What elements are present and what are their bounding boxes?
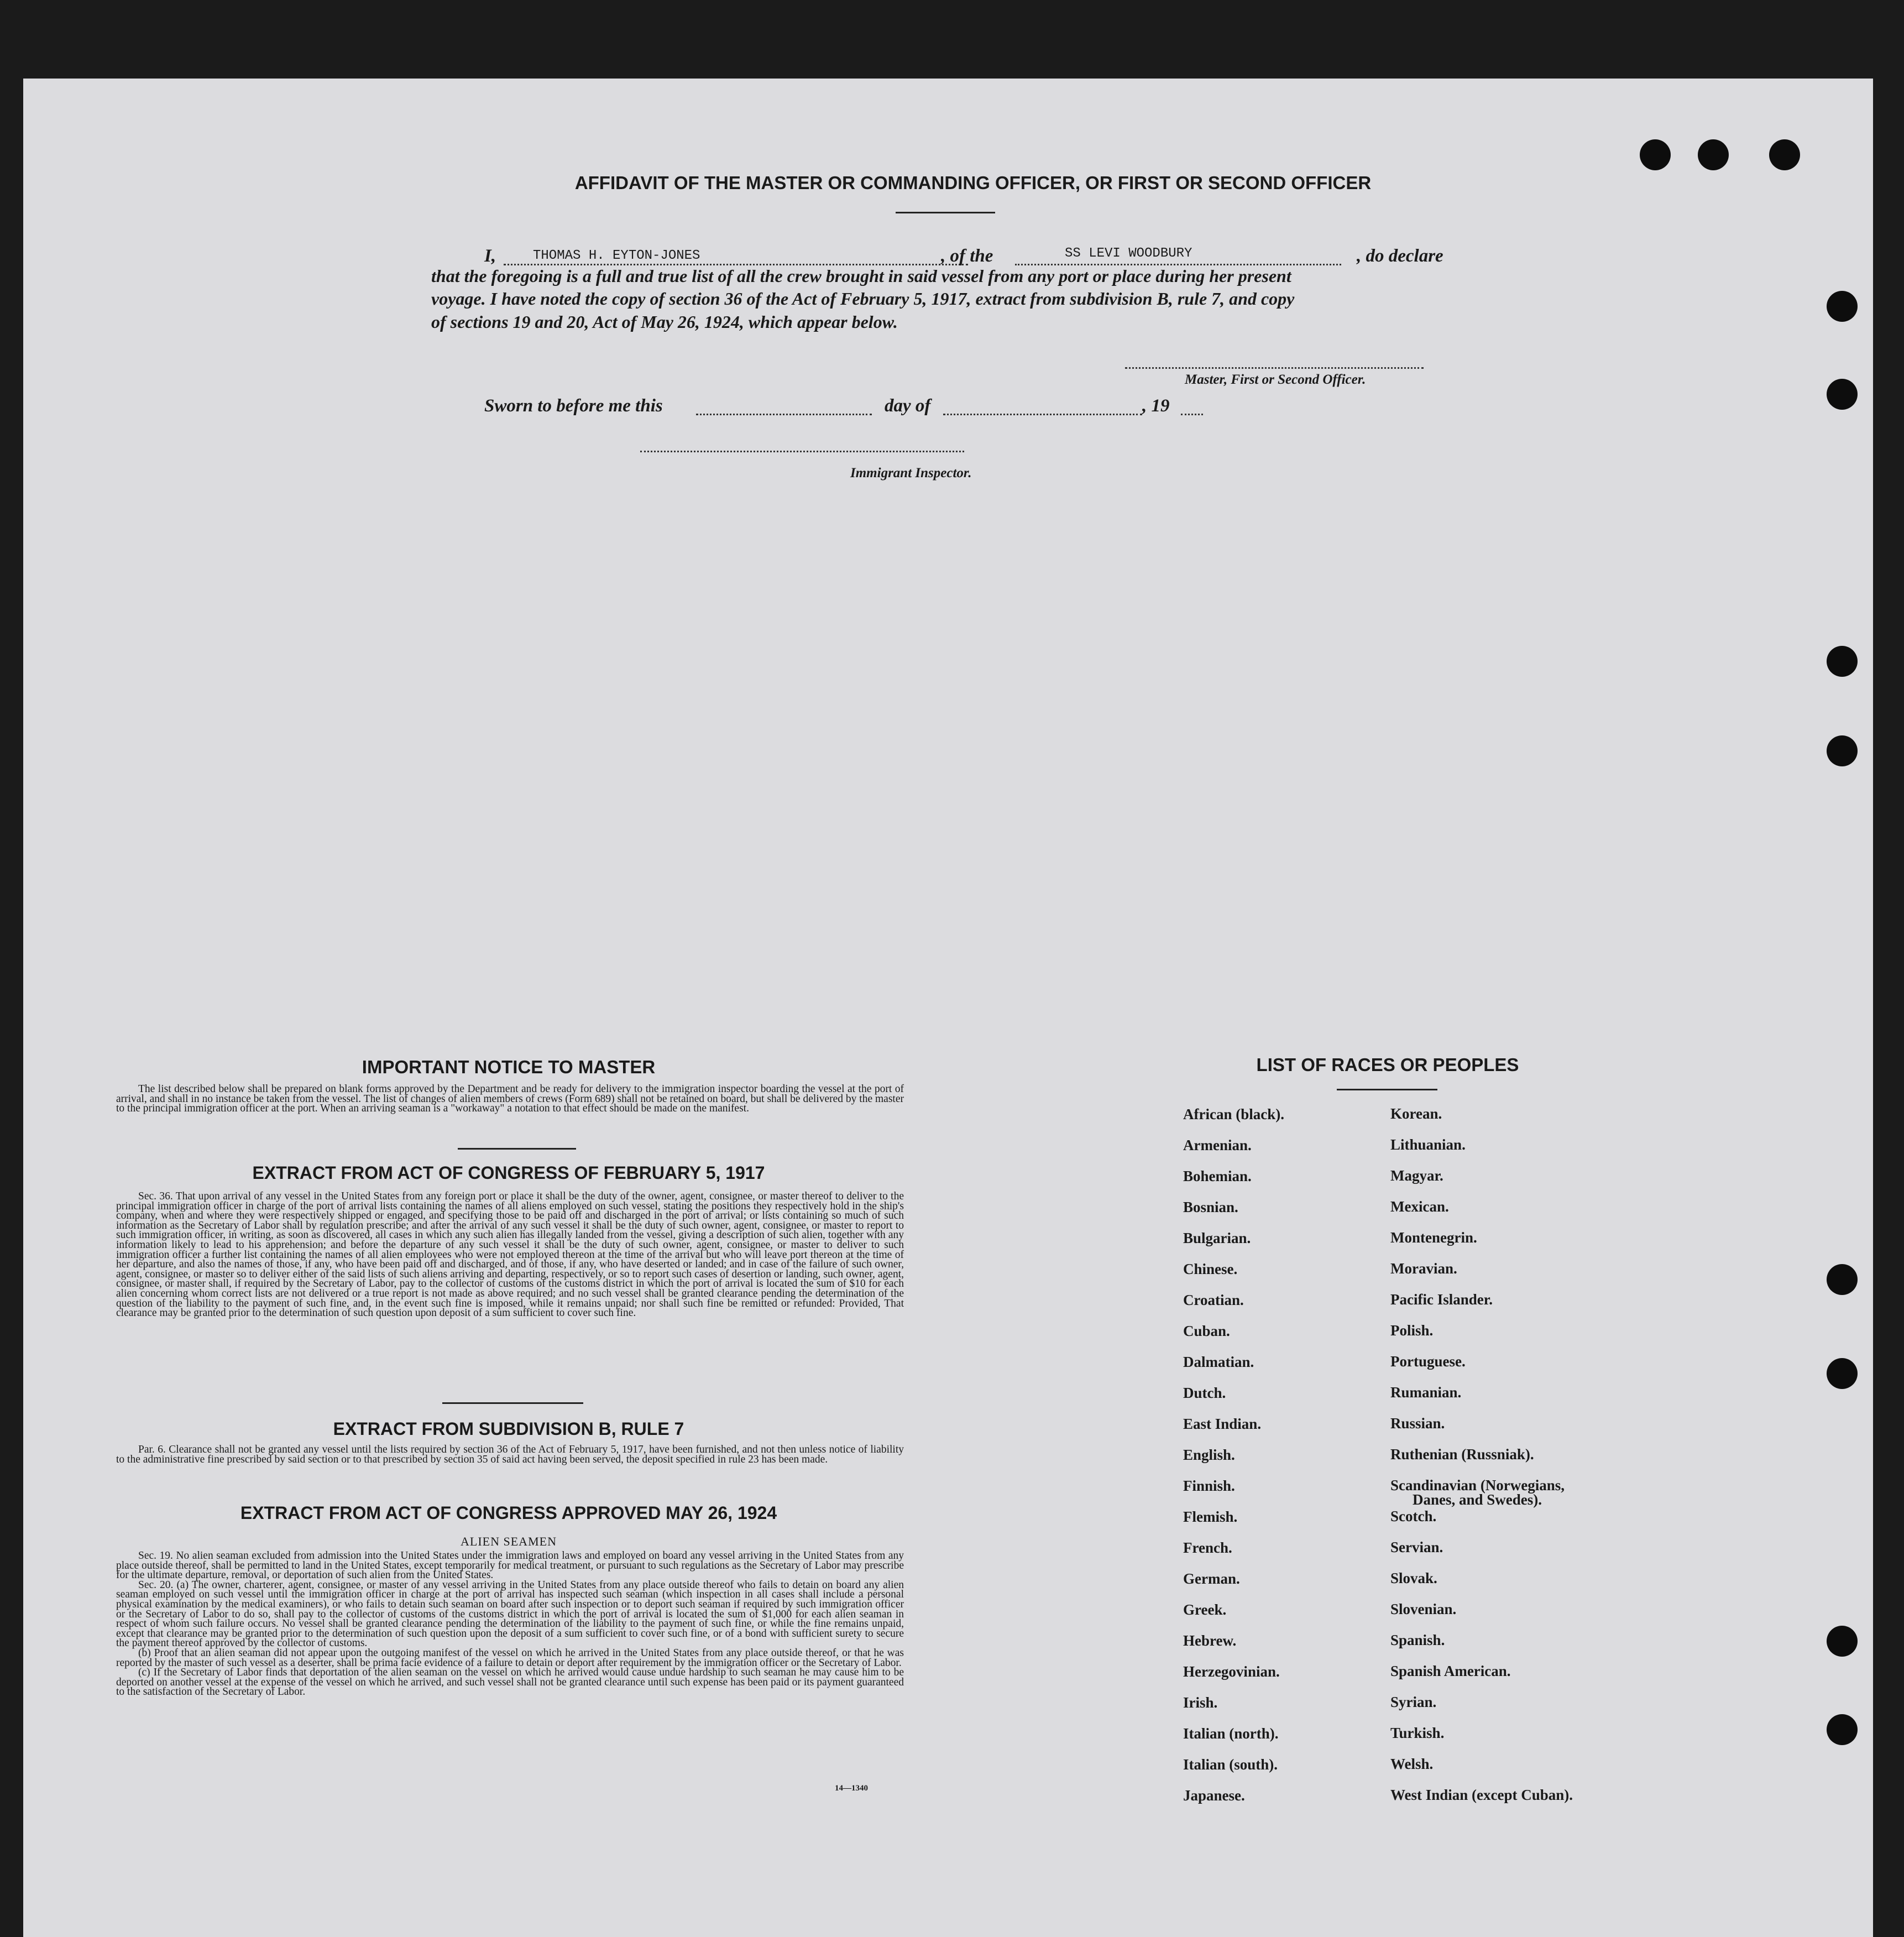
- race-item: Japanese.: [1183, 1787, 1245, 1804]
- race-item: East Indian.: [1183, 1416, 1262, 1432]
- sworn-year-line: [1181, 395, 1203, 415]
- year-label: , 19: [1142, 396, 1170, 416]
- race-item: Mexican.: [1390, 1198, 1449, 1215]
- sworn-label: Sworn to before me this: [484, 396, 663, 416]
- extract-1924-body: [116, 1551, 904, 1697]
- declare-label: , do declare: [1357, 246, 1443, 266]
- race-item-continuation: Danes, and Swedes).: [1413, 1491, 1542, 1508]
- races-title: LIST OF RACES OR PEOPLES: [1256, 1054, 1519, 1075]
- notice-divider: [458, 1148, 576, 1150]
- paragraph-6-text: Par. 6. Clearance shall not be granted any vessel until the lists required by section 36 of the Act of February 5, 1917, have been furnished, and not then unless notice of liability to the administrative fine prescribed by said section or to that prescribed by section 35 of said act having been served, the deposit specified in rule 23 has been made.: [116, 1444, 904, 1465]
- race-item: Lithuanian.: [1390, 1136, 1466, 1153]
- binder-hole: [1769, 139, 1800, 170]
- affidavit-title: AFFIDAVIT OF THE MASTER OR COMMANDING OFFICER, OR FIRST OR SECOND OFFICER: [574, 173, 1372, 193]
- notice-body: [116, 1084, 904, 1114]
- binder-hole: [1640, 139, 1671, 170]
- races-col-2: [1390, 1105, 1656, 1813]
- race-item: Greek.: [1183, 1601, 1227, 1618]
- notice-text: The list described below shall be prepared on blank forms approved by the Department and be ready for delivery to the immigration inspector boarding the vessel at the port of arrival, and shall in no instance be taken from the vessel. The list of changes of alien members of crews (Form 689) shall not be retained on board, but shall be delivered by the master to the principal immigration officer at the port. When an arriving seaman is a "workaway" a notation to that effect should be made on the manifest.: [116, 1083, 904, 1115]
- section-20b-text: (b) Proof that an alien seaman did not appear upon the outgoing manifest of the vessel on which he arrived in the United States from any place outside thereof, or that he was reported by the master of such vessel as a deserter, shall be prima facie evidence of a failure to detain or deport after requirement by the immigration officer or the Secretary of Labor.: [116, 1647, 904, 1669]
- race-item: Scotch.: [1390, 1508, 1437, 1524]
- affidavit-line-2: that the foregoing is a full and true list of all the crew brought in said vessel from any port or place during her present: [431, 266, 1291, 286]
- race-item: Servian.: [1390, 1539, 1443, 1555]
- i-label: I,: [484, 246, 496, 266]
- race-item: Spanish American.: [1390, 1663, 1511, 1679]
- notice-title: IMPORTANT NOTICE TO MASTER: [362, 1057, 656, 1077]
- extract-1917-title: EXTRACT FROM ACT OF CONGRESS OF FEBRUARY 5, 1917: [252, 1163, 765, 1183]
- race-item: Montenegrin.: [1390, 1229, 1477, 1246]
- race-item: Scandinavian (Norwegians,: [1390, 1477, 1565, 1494]
- race-item: Armenian.: [1183, 1137, 1252, 1153]
- race-item: French.: [1183, 1539, 1232, 1556]
- race-item: African (black).: [1183, 1106, 1284, 1122]
- inspector-signature-line: [640, 445, 964, 452]
- section-19-text: Sec. 19. No alien seaman excluded from admission into the United States under the immigration laws and employed on board any vessel arriving in the United States from any place outside thereof, shall be permitted to land in the United States, except temporarily for medical treatment, or pursuant to such regulations as the Secretary of Labor may prescribe for the ultimate departure, removal, or deportation of such alien from the United States.: [116, 1550, 904, 1581]
- inspector-label: Immigrant Inspector.: [850, 466, 972, 481]
- binder-hole: [1827, 291, 1858, 322]
- race-item: Italian (south).: [1183, 1756, 1278, 1773]
- race-item: Slovenian.: [1390, 1601, 1457, 1617]
- race-item: Cuban.: [1183, 1323, 1230, 1339]
- binder-hole: [1827, 379, 1858, 410]
- affidavit-line-4: of sections 19 and 20, Act of May 26, 1924, which appear below.: [431, 312, 898, 332]
- race-item: Polish.: [1390, 1322, 1434, 1339]
- race-item: Russian.: [1390, 1415, 1445, 1432]
- race-item: West Indian (except Cuban).: [1390, 1787, 1573, 1803]
- binder-hole: [1827, 1626, 1858, 1657]
- races-col-1: [1183, 1106, 1382, 1814]
- race-item: Croatian.: [1183, 1292, 1244, 1308]
- race-item: German.: [1183, 1570, 1240, 1587]
- section-20c-text: (c) If the Secretary of Labor finds that deportation of the alien seaman on the vessel on which he arrived would cause undue hardship to such seaman he may cause him to be deported on another vessel at the expense of the vessel on which he arrived, and such vessel shall not be granted clearance until such expense has been paid or its payment guaranteed to the satisfaction of the Secretary of Labor.: [116, 1667, 904, 1698]
- race-item: Syrian.: [1390, 1694, 1437, 1710]
- race-item: Dutch.: [1183, 1385, 1226, 1401]
- form-number: 14—1340: [835, 1784, 868, 1793]
- binder-hole: [1827, 1358, 1858, 1389]
- race-item: Bohemian.: [1183, 1168, 1252, 1184]
- race-item: Hebrew.: [1183, 1632, 1237, 1649]
- binder-hole: [1827, 1714, 1858, 1745]
- race-item: Flemish.: [1183, 1508, 1238, 1525]
- race-item: Pacific Islander.: [1390, 1291, 1493, 1308]
- race-item: English.: [1183, 1447, 1235, 1463]
- extract-1917-body: [116, 1192, 904, 1318]
- race-item: Moravian.: [1390, 1260, 1457, 1277]
- vessel-name-value: SS LEVI WOODBURY: [1065, 246, 1192, 261]
- of-the-label: , of the: [941, 246, 993, 266]
- race-item: Herzegovinian.: [1183, 1663, 1280, 1680]
- races-divider: [1337, 1089, 1437, 1090]
- master-name-value: THOMAS H. EYTON-JONES: [533, 248, 700, 263]
- race-item: Finnish.: [1183, 1477, 1235, 1494]
- binder-hole: [1827, 646, 1858, 677]
- race-item: Chinese.: [1183, 1261, 1238, 1277]
- sworn-line: [484, 394, 1203, 418]
- master-signature-label: Master, First or Second Officer.: [1185, 372, 1366, 387]
- day-of-label: day of: [885, 396, 931, 416]
- subdivision-divider: [442, 1402, 583, 1404]
- section-36-text: Sec. 36. That upon arrival of any vessel in the United States from any foreign port or place it shall be the duty of the owner, agent, consignee, or master thereof to deliver to the principal immigration officer in charge of the port of arrival lists containing the names of all aliens employed on such vessel, stating the positions they respectively hold in the ship's company, when and where they were respectively shipped or engaged, and specifying those to be paid off and discharged in the port of arrival; or lists containing so much of such information as the Secretary of Labor shall by regulation prescribe; and after the arrival of any such vessel it shall be the duty of such owner, agent, consignee, or master to report to such immigration officer, in writing, as soon as discovered, all cases in which any such alien has illegally landed from the vessel, giving a description of such alien, together with any information likely to lead to his apprehension; and before the departure of any such vessel it shall be the duty of such owner, agent, consignee, or master to deliver to such immigration officer a further list containing the names of all alien employees who were not employed thereon at the time of the arrival but who will leave port thereon at the time of her departure, and also the names of those, if any, who have been paid off and discharged, and of those, if any, who have deserted or landed; and in case of the failure of such owner, agent, consignee, or master so to deliver either of the said lists of such aliens arriving and departing, respectively, or so to report such cases of desertion or landing, such owner, agent, consignee, or master shall, if required by the Secretary of Labor, pay to the collector of customs of the customs district in which the port of arrival is located the sum of $10 for each alien concerning whom correct lists are not delivered or a true report is not made as above required; and no such vessel shall be granted clearance pending the determination of the question of the liability to the payment of such fine, and, in the event such fine is imposed, while it remains unpaid; nor shall such fine be remitted or refunded: Provided, That clearance may be granted prior to the determination of such question upon deposit of a sum sufficient to cover such fine.: [116, 1191, 904, 1319]
- subdivision-b-body: [116, 1445, 904, 1464]
- race-item: Welsh.: [1390, 1756, 1434, 1772]
- race-item: Italian (north).: [1183, 1725, 1279, 1742]
- race-item: Bulgarian.: [1183, 1230, 1251, 1246]
- binder-hole: [1827, 1264, 1858, 1295]
- affidavit-line-3: voyage. I have noted the copy of section 36 of the Act of February 5, 1917, extract from subdivision B, rule 7, and copy: [431, 289, 1295, 309]
- race-item: Bosnian.: [1183, 1199, 1238, 1215]
- race-item: Spanish.: [1390, 1632, 1445, 1648]
- race-item: Irish.: [1183, 1694, 1218, 1711]
- race-item: Dalmatian.: [1183, 1354, 1254, 1370]
- extract-1924-title: EXTRACT FROM ACT OF CONGRESS APPROVED MAY 26, 1924: [240, 1503, 777, 1523]
- sworn-month-line: [943, 395, 1142, 415]
- race-item: Portuguese.: [1390, 1353, 1466, 1370]
- section-20a-text: Sec. 20. (a) The owner, charterer, agent, consignee, or master of any vessel arriving in the United States from any place outside thereof who fails to detain on board any alien seaman employed on such vessel until the immigration officer in charge at the port of arrival has inspected such seaman (which inspection in all cases shall include a personal physical examination by the medical examiners), or who fails to detain such seaman on board after such inspection or to deport such seaman if required by such immigration officer or the Secretary of Labor to do so, shall pay to the collector of customs of the customs district in which the port of arrival is located the sum of $1,000 for each alien seaman in respect of whom such failure occurs. No vessel shall be granted clearance pending the determination of the liability to the payment of such fine, or while the fine remains unpaid, except that clearance may be granted prior to the determination of such question upon the deposit of a sum sufficient to cover such fine, or of a bond with sufficient surety to secure the payment thereof approved by the collector of customs.: [116, 1579, 904, 1649]
- binder-hole: [1827, 735, 1858, 766]
- race-item: Slovak.: [1390, 1570, 1437, 1586]
- subdivision-b-title: EXTRACT FROM SUBDIVISION B, RULE 7: [333, 1419, 684, 1439]
- race-item: Magyar.: [1390, 1167, 1443, 1184]
- sworn-day-line: [696, 395, 872, 415]
- race-item: Korean.: [1390, 1105, 1442, 1122]
- race-item: Turkish.: [1390, 1725, 1445, 1741]
- binder-hole: [1698, 139, 1729, 170]
- race-item: Rumanian.: [1390, 1384, 1462, 1401]
- race-item: Ruthenian (Russniak).: [1390, 1446, 1534, 1463]
- title-divider: [896, 212, 995, 213]
- alien-seamen-subtitle: ALIEN SEAMEN: [461, 1534, 557, 1548]
